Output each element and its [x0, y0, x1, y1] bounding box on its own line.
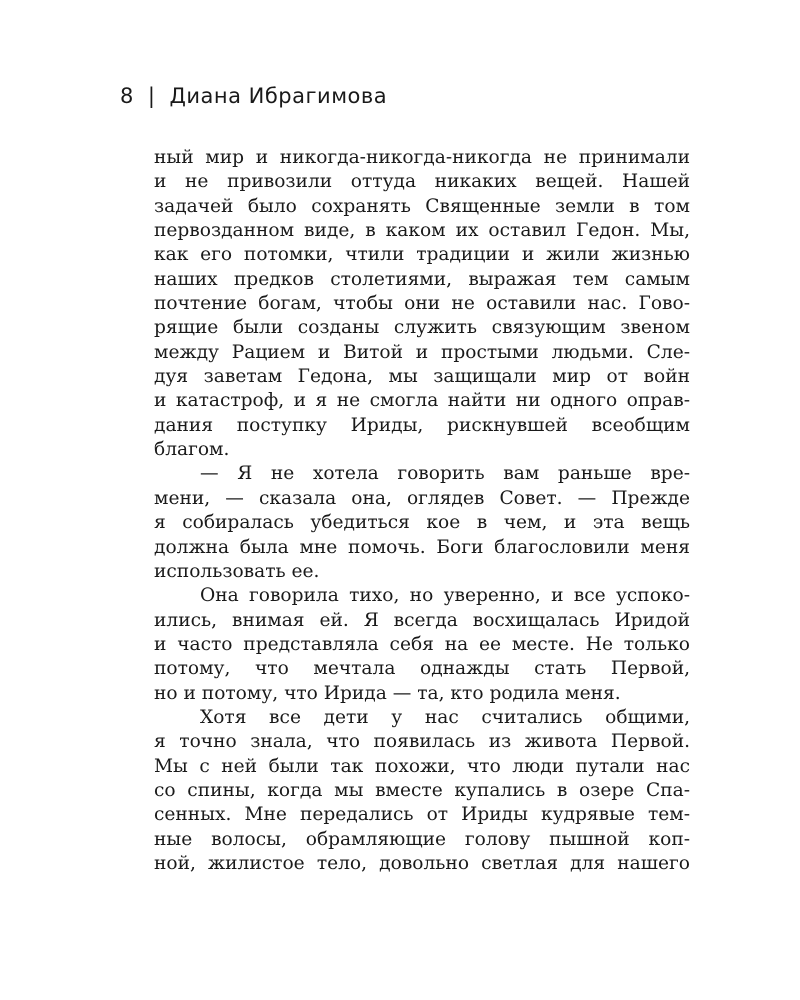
text-line: ные волосы, обрамляющие голову пышной коп-	[154, 828, 690, 850]
text-line: как его потомки, чтили традиции и жили жизнью	[154, 244, 690, 266]
text-line: потому, что мечтала однажды стать Первой,	[154, 658, 690, 680]
text-line: первозданном виде, в каком их оставил Гедон. Мы,	[154, 220, 690, 242]
text-line: задачей было сохранять Священные земли в том	[154, 195, 690, 217]
text-line: я собиралась убедиться кое в чем, и эта вещь	[154, 512, 690, 534]
text-line: — Я не хотела говорить вам раньше вре-	[200, 463, 690, 485]
running-head	[120, 80, 387, 112]
text-line: наших предков столетиями, выражая тем самым	[154, 268, 690, 290]
header-separator: |	[147, 84, 156, 108]
text-line: ный мир и никогда-никогда-никогда не принимали	[154, 147, 690, 168]
text-line: и не привозили оттуда никаких вещей. Нашей	[154, 171, 690, 193]
text-line: рящие были созданы служить связующим звеном	[154, 317, 690, 339]
text-line: со спины, когда мы вместе купались в озере Спа-	[154, 779, 690, 801]
text-line: сенных. Мне передались от Ириды кудрявые тем-	[154, 804, 690, 826]
text-line: дуя заветам Гедона, мы защищали мир от войн	[154, 366, 690, 388]
text-line: и катастроф, и я не смогла найти ни одного оправ-	[154, 390, 690, 412]
text-line: я точно знала, что появилась из живота Первой.	[154, 731, 690, 753]
text-line: использовать ее.	[154, 560, 320, 582]
text-line: но и потому, что Ирида — та, кто родила меня.	[154, 682, 621, 704]
text-line: должна была мне помочь. Боги благословили меня	[154, 536, 690, 558]
text-line: ились, внимая ей. Я всегда восхищалась Иридой	[154, 609, 690, 631]
text-line: дания поступку Ириды, рискнувшей всеобщим	[154, 414, 690, 436]
body-text	[154, 146, 690, 876]
text-line: ной, жилистое тело, довольно светлая для нашего	[154, 852, 690, 874]
text-line: и часто представляла себя на ее месте. Не только	[154, 633, 690, 655]
text-line: Мы с ней были так похожи, что люди путали нас	[154, 755, 690, 777]
text-line: Она говорила тихо, но уверенно, и все успоко-	[200, 585, 690, 607]
text-line: мени, — сказала она, оглядев Совет. — Прежде	[154, 487, 690, 509]
page-number: 8	[120, 84, 134, 108]
text-line: почтение богам, чтобы они не оставили нас. Гово-	[154, 293, 690, 315]
author-name: Диана Ибрагимова	[169, 84, 388, 108]
text-line: благом.	[154, 439, 230, 461]
text-line: Хотя все дети у нас считались общими,	[200, 706, 690, 728]
text-line: между Рацием и Витой и простыми людьми. Сле-	[154, 341, 690, 363]
